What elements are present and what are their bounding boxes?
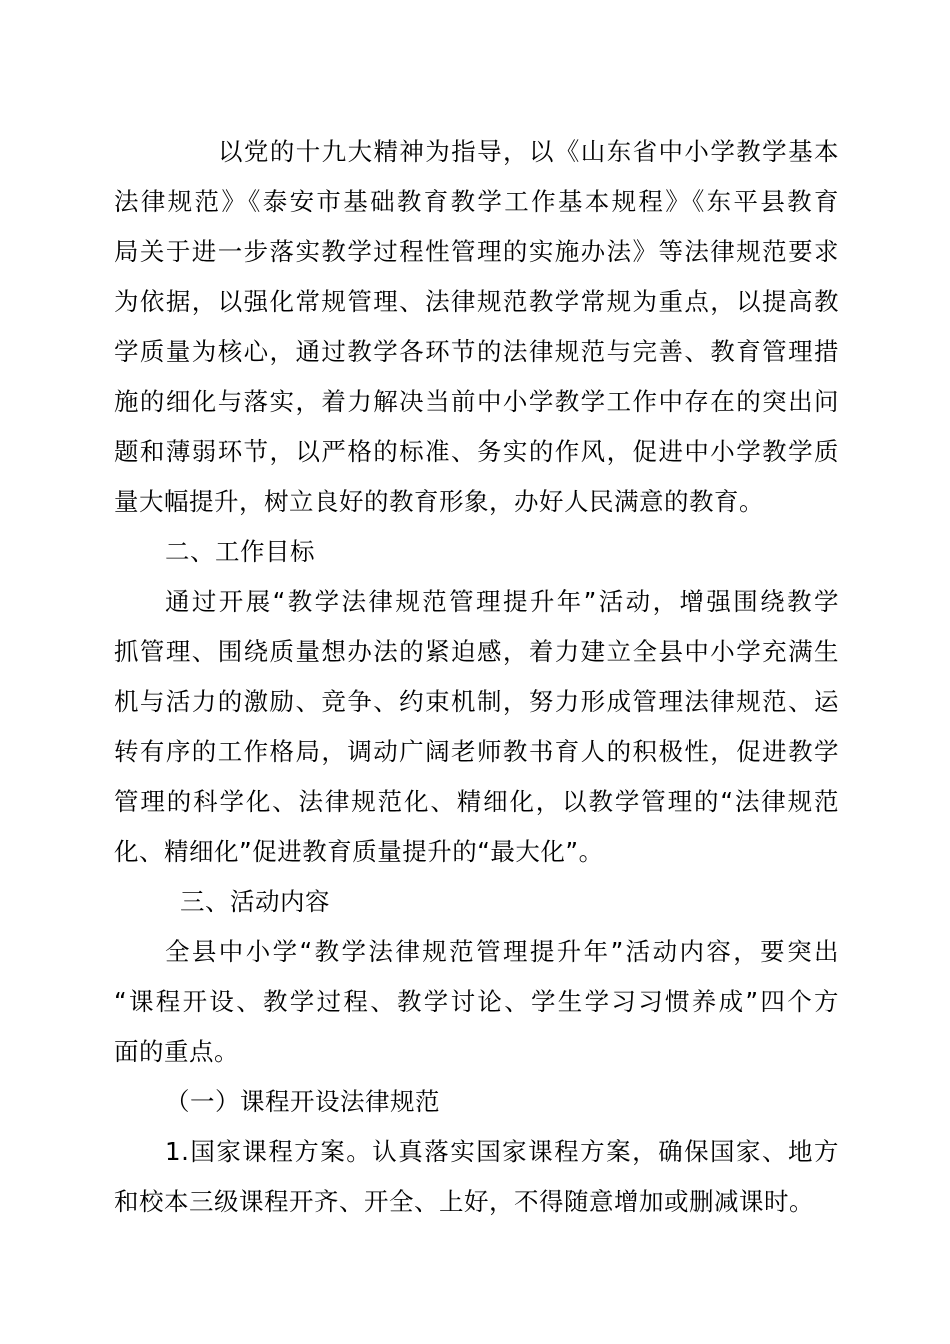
paragraph-1-line-2: 法律规范》《泰安市基础教育教学工作基本规程》《东平县教育 [114, 187, 839, 216]
subsection-heading-curriculum: （一）课程开设法律规范 [165, 1087, 440, 1116]
paragraph-1-line-7: 题和薄弱环节，以严格的标准、务实的作风，促进中小学教学质 [114, 437, 839, 466]
paragraph-3-line-1: 全县中小学“教学法律规范管理提升年”活动内容，要突出 [165, 937, 839, 966]
paragraph-1-line-3: 局关于进一步落实教学过程性管理的实施办法》等法律规范要求 [114, 237, 839, 266]
paragraph-4-line-2: 和校本三级课程开齐、开全、上好，不得随意增加或删减课时。 [114, 1187, 814, 1216]
paragraph-2-line-3: 机与活力的激励、竞争、约束机制，努力形成管理法律规范、运 [114, 687, 839, 716]
paragraph-1-line-1: 以党的十九大精神为指导，以《山东省中小学教学基本 [218, 137, 839, 166]
paragraph-2-line-1: 通过开展“教学法律规范管理提升年”活动，增强围绕教学 [165, 587, 839, 616]
paragraph-2-line-4: 转有序的工作格局，调动广阔老师教书育人的积极性，促进教学 [114, 737, 839, 766]
paragraph-2-line-2: 抓管理、围绕质量想办法的紧迫感，着力建立全县中小学充满生 [114, 637, 839, 666]
paragraph-1-line-8: 量大幅提升，树立良好的教育形象，办好人民满意的教育。 [114, 487, 764, 516]
section-heading-activities: 三、活动内容 [180, 887, 330, 916]
paragraph-4-line-1: 1.国家课程方案。认真落实国家课程方案，确保国家、地方 [165, 1137, 839, 1166]
paragraph-1-line-5: 学质量为核心，通过教学各环节的法律规范与完善、教育管理措 [114, 337, 839, 366]
paragraph-3-line-3: 面的重点。 [114, 1037, 239, 1066]
section-heading-goals: 二、工作目标 [165, 537, 315, 566]
paragraph-1-line-4: 为依据，以强化常规管理、法律规范教学常规为重点，以提高教 [114, 287, 839, 316]
paragraph-2-line-6: 化、精细化”促进教育质量提升的“最大化”。 [114, 837, 604, 866]
paragraph-1-line-6: 施的细化与落实，着力解决当前中小学教学工作中存在的突出问 [114, 387, 839, 416]
paragraph-3-line-2: “课程开设、教学过程、教学讨论、学生学习习惯养成”四个方 [114, 987, 839, 1016]
paragraph-2-line-5: 管理的科学化、法律规范化、精细化，以教学管理的“法律规范 [114, 787, 839, 816]
